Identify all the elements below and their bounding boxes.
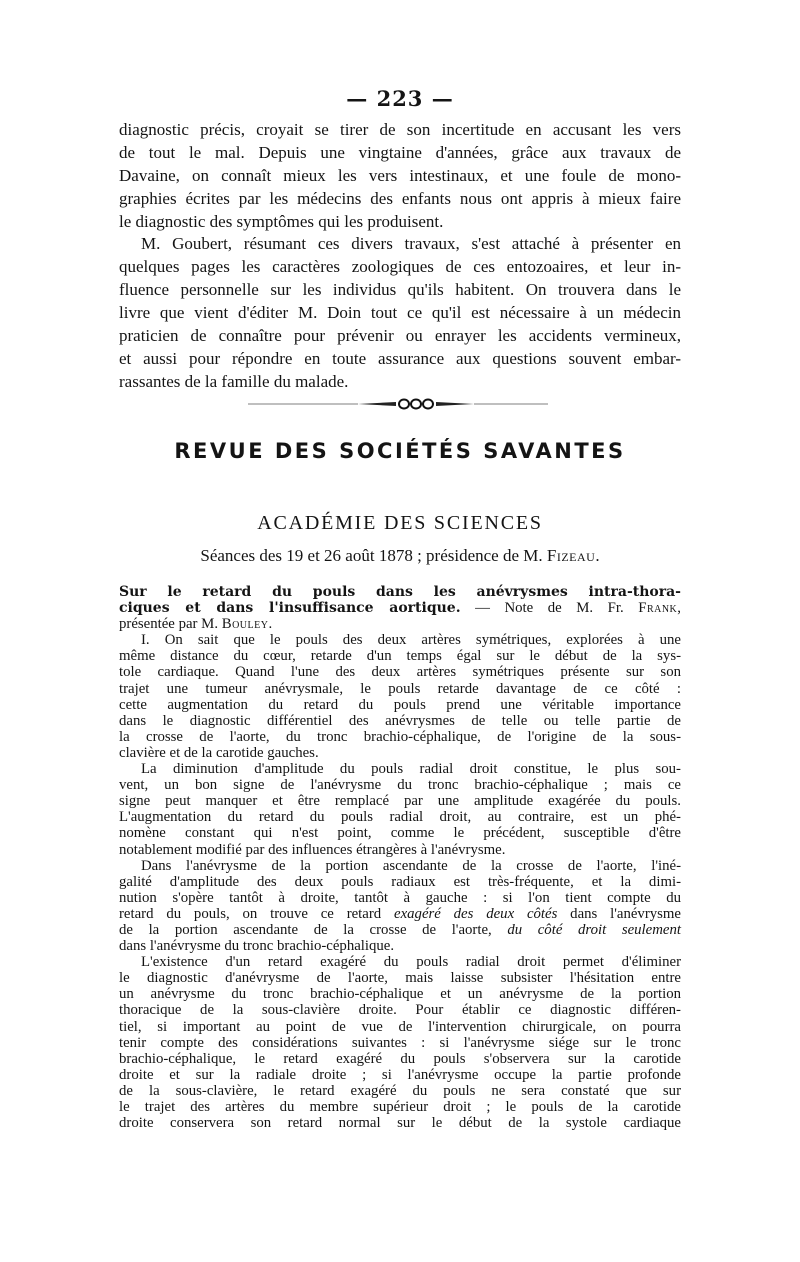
academy-title: ACADÉMIE DES SCIENCES: [257, 512, 543, 534]
text-line: notablement modifié par des influences étrangères à l'anévrysme.: [119, 841, 506, 858]
text-line: droite et sur la radiale droite ; si l'anévrysme occupe la partie profonde: [119, 1066, 681, 1083]
text-line: cette augmentation du retard du pouls prend une véritable importance: [119, 696, 681, 713]
article-line-italic-2: [119, 922, 681, 938]
text-line: brachio-céphalique, le retard exagéré du pouls s'observera sur la carotide: [119, 1050, 681, 1067]
text-line: clavière et de la carotide gauches.: [119, 744, 319, 761]
text-line: graphies écrites par les médecins des enfants nous ont appris à mieux faire: [119, 188, 681, 208]
page-number: — 223 —: [346, 86, 454, 111]
article-heading-line-2: [119, 600, 681, 616]
seances-end: .: [595, 546, 600, 565]
text-line: quelques pages les caractères zoologiques de ces entozoaires, et leur in-: [119, 257, 681, 277]
text-line: L'augmentation du retard du pouls radial droit, au contraire, est un phé-: [119, 809, 681, 826]
article-body-part-2: [119, 938, 681, 1131]
text-line: droite conservera son retard normal sur le début de la systole cardiaque: [119, 1115, 681, 1132]
text-line: Dans l'anévrysme de la portion ascendante de la crosse de l'aorte, l'iné-: [141, 857, 681, 874]
text-line: trajet une tumeur anévrysmale, le pouls retarde davantage de ce côté :: [119, 680, 681, 697]
author-name: Frank: [638, 600, 678, 617]
text-line: tiel, si important au point de vue de l'intervention chirurgicale, on pourra: [119, 1018, 681, 1035]
text-line: un anévrysme du tronc brachio-céphalique et un anévrysme de la portion: [119, 986, 681, 1003]
text-line: et aussi pour répondre en toute assurance aux questions souvent embar-: [119, 348, 681, 368]
text-line: le trajet des artères du membre supérieur droit ; le pouls de la carotide: [119, 1099, 681, 1115]
text-line: la crosse de l'aorte, du tronc brachio-céphalique, de l'origine de la sous-: [119, 728, 681, 745]
note-end: ,: [677, 600, 681, 617]
president-name: Fizeau: [546, 546, 596, 565]
text-line: le diagnostic d'anévrysme de l'aorte, mais laisse subsister l'hésitation entre: [119, 970, 681, 987]
italic-line-2-before: de la portion ascendante de la crosse de l'aorte,: [119, 921, 508, 938]
intro-paragraphs: [119, 119, 681, 394]
italic-line-1-before: retard du pouls, on trouve ce retard: [119, 905, 395, 922]
article: [119, 584, 681, 1131]
text-line: dans l'anévrysme du tronc brachio-céphalique.: [119, 938, 395, 955]
text-line: de la sous-clavière, le retard exagéré du pouls ne sera constaté que sur: [119, 1082, 681, 1099]
ornament-divider: [248, 397, 548, 411]
italic-line-1-emphasis: exagéré des deux côtés: [394, 905, 558, 922]
text-line: thoracique de la sous-clavière droite. Pour établir ce diagnostic différen-: [119, 1002, 681, 1019]
text-line: signe peut manquer et être remplacé par une amplitude exagérée du pouls.: [119, 793, 681, 810]
seances-text: Séances des 19 et 26 août 1878 ; présidence de M.: [200, 546, 547, 565]
text-line: livre que vient d'éditer M. Doin tout ce qu'il est nécessaire à un médecin: [119, 303, 681, 323]
text-line: praticien de connaître pour prévenir ou enrayer les accidents vermineux,: [119, 326, 681, 346]
text-line: tole cardiaque. Quand l'une des deux artères symétriques présente sur son: [119, 664, 681, 681]
article-body-part-1: [119, 632, 681, 906]
text-line: I. On sait que le pouls des deux artères symétriques, explorées à une: [141, 632, 681, 649]
section-title: REVUE DES SOCIÉTÉS SAVANTES: [174, 439, 626, 463]
text-line: diagnostic précis, croyait se tirer de son incertitude en accusant les vers: [119, 120, 681, 139]
text-line: même distance du cœur, retarde d'un temps égal sur le début de la sys-: [119, 648, 681, 665]
text-line: rassantes de la famille du malade.: [119, 371, 349, 391]
text-line: fluence personnelle sur les individus qu'ils habitent. On trouvera dans le: [119, 280, 681, 300]
presenter-name: Bouley: [221, 616, 269, 633]
note-text: — Note de M. Fr.: [460, 600, 639, 617]
presented-by-line: [119, 616, 681, 632]
text-line: le diagnostic des symptômes qui les produisent.: [119, 211, 444, 231]
text-line: nomène constant qui n'est point, comme le précédent, susceptible d'être: [119, 825, 681, 842]
italic-line-2-emphasis: du côté droit seulement: [507, 921, 681, 938]
text-line: vent, un bon signe de l'anévrysme du tronc brachio-céphalique ; mais ce: [119, 777, 681, 794]
text-line: Davaine, on connaît mieux les vers intestinaux, et une foule de mono-: [119, 165, 681, 185]
text-line: La diminution d'amplitude du pouls radial droit constitue, le plus sou-: [141, 761, 681, 778]
text-line: nution s'opère tantôt à droite, tantôt à gauche : si l'on tient compte du: [119, 889, 681, 906]
text-line: L'existence d'un retard exagéré du pouls radial droit permet d'éliminer: [141, 954, 681, 971]
italic-line-1-after: dans l'anévrysme: [557, 905, 681, 922]
seances-line: [0, 546, 800, 566]
text-line: de tout le mal. Depuis une vingtaine d'années, grâce aux travaux de: [119, 142, 681, 162]
text-line: tenir compte des considérations suivantes : si l'anévrysme siége sur le tronc: [119, 1034, 681, 1051]
presented-prefix: présentée par M.: [119, 616, 222, 633]
text-line: dans le diagnostic différentiel des anévrysmes de telle ou telle partie de: [119, 712, 681, 729]
text-line: galité d'amplitude des deux pouls radiaux est très-fréquente, et la dimi-: [119, 873, 681, 890]
article-heading-line-1: Sur le retard du pouls dans les anévrysmes intra-thora-: [119, 584, 681, 600]
article-line-italic-1: [119, 906, 681, 922]
text-line: M. Goubert, résumant ces divers travaux, s'est attaché à présenter en: [141, 234, 681, 254]
presented-end: .: [268, 616, 273, 633]
article-heading-end: ciques et dans l'insuffisance aortique.: [119, 600, 461, 617]
